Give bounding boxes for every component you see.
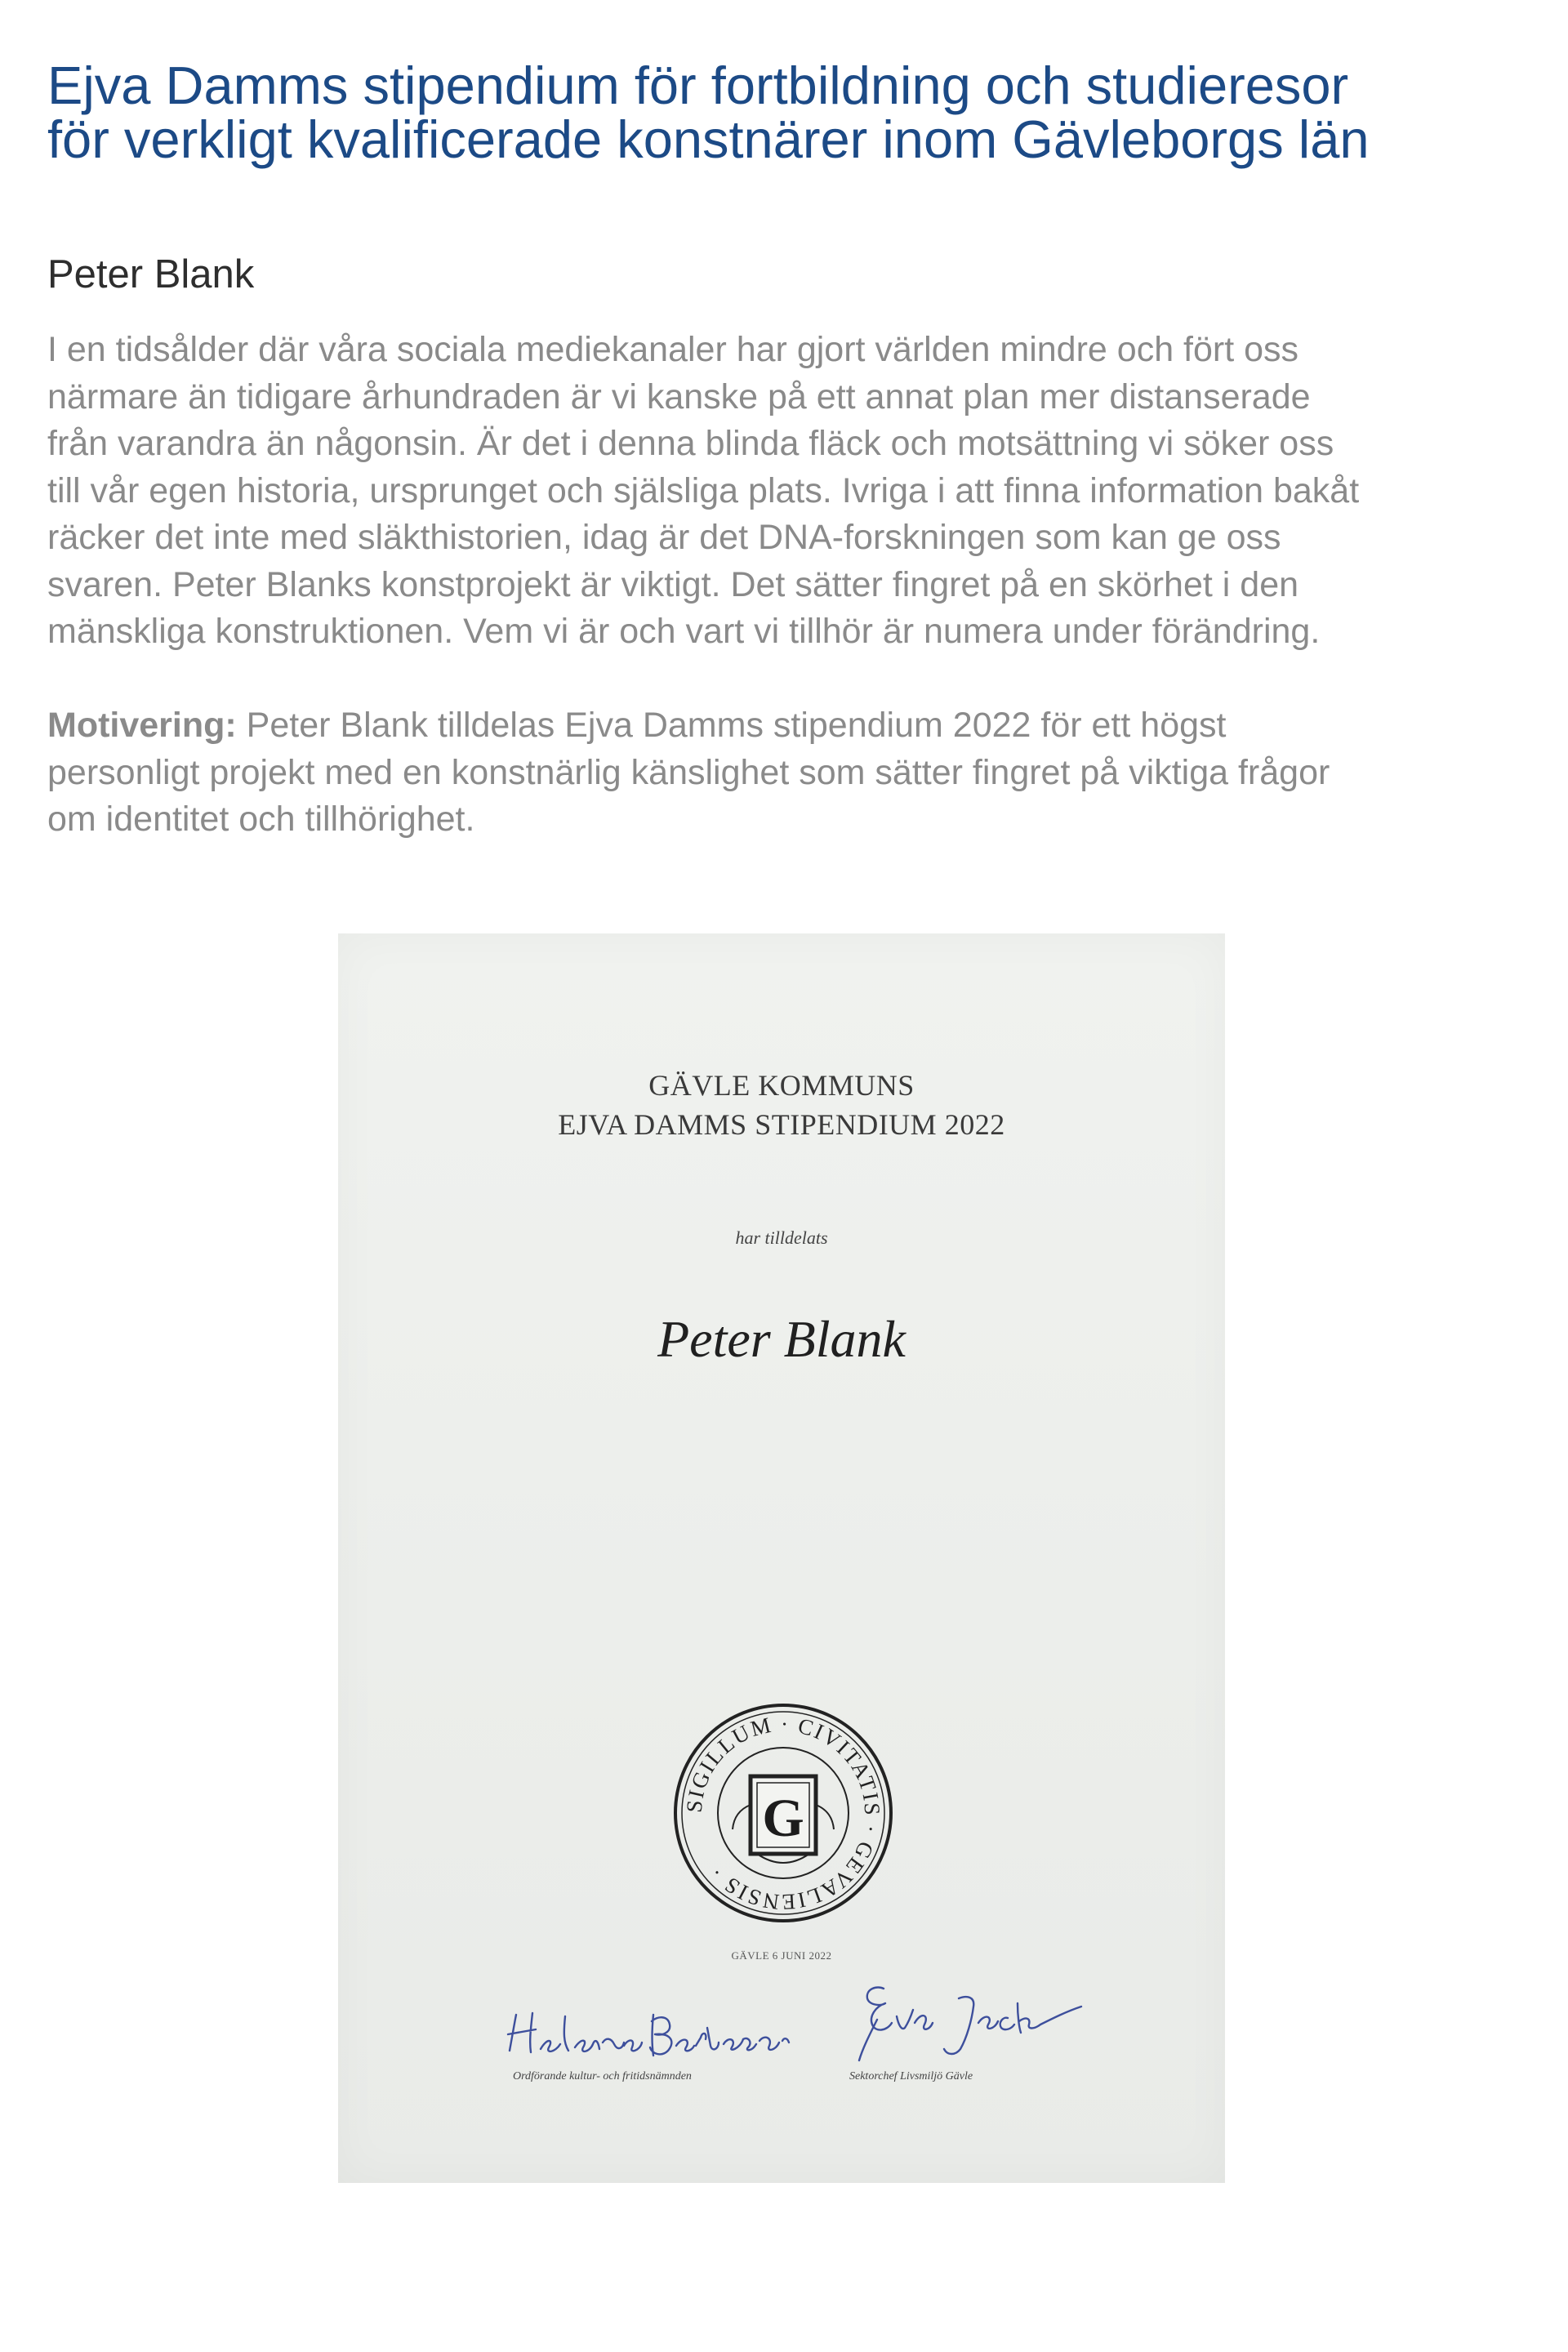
signatory-2-role: Sektorchef Livsmiljö Gävle bbox=[849, 2070, 973, 2082]
description-paragraph bbox=[47, 327, 1542, 656]
motivation-label: Motivering: bbox=[47, 706, 237, 745]
description-line: räcker det inte med släkthistorien, idag är det DNA-forskningen som kan ge oss bbox=[47, 518, 1281, 557]
signature-1 bbox=[501, 1992, 795, 2065]
seal-text: SIGILLUM · CIVITATIS · GEVALIENSIS · bbox=[681, 1711, 885, 1915]
page-title-line-1: Ejva Damms stipendium för fortbildning och studieresor bbox=[47, 56, 1349, 115]
diploma-heading-line-1: GÄVLE KOMMUNS bbox=[648, 1069, 915, 1102]
description-line: närmare än tidigare århundraden är vi kanske på ett annat plan mer distanserade bbox=[47, 376, 1311, 416]
city-seal-icon bbox=[669, 1699, 898, 1927]
description-line: svaren. Peter Blanks konstprojekt är viktigt. Det sätter fingret på en skörhet i den bbox=[47, 564, 1299, 604]
motivation-text: Peter Blank tilldelas Ejva Damms stipendium 2022 för ett högst bbox=[236, 706, 1227, 745]
motivation-line: personligt projekt med en konstnärlig känslighet som sätter fingret på viktiga frågor bbox=[47, 752, 1330, 792]
motivation-line: om identitet och tillhörighet. bbox=[47, 800, 475, 839]
seal-letter: G bbox=[762, 1788, 804, 1848]
page-title bbox=[47, 56, 1517, 169]
diploma-date: GÄVLE 6 JUNI 2022 bbox=[731, 1949, 832, 1962]
signature-2 bbox=[844, 1971, 1089, 2069]
diploma-photo bbox=[338, 933, 1225, 2183]
diploma-heading-line-2: EJVA DAMMS STIPENDIUM 2022 bbox=[558, 1108, 1005, 1141]
motivation-line bbox=[47, 702, 1542, 750]
description-line: till vår egen historia, ursprunget och själsliga plats. Ivriga i att finna information bakåt bbox=[47, 470, 1360, 510]
signatory-1-role: Ordförande kultur- och fritidsnämnden bbox=[513, 2070, 692, 2082]
motivation-paragraph bbox=[47, 702, 1542, 844]
diploma-recipient-name: Peter Blank bbox=[657, 1310, 906, 1368]
description-line: I en tidsålder där våra sociala mediekanaler har gjort världen mindre och fört oss bbox=[47, 330, 1299, 369]
diploma-awarded-text: har tilldelats bbox=[735, 1227, 828, 1248]
page-title-line-2: för verkligt kvalificerade konstnärer inom Gävleborgs län bbox=[47, 109, 1370, 169]
description-line: från varandra än någonsin. Är det i denna blinda fläck och motsättning vi söker oss bbox=[47, 424, 1334, 463]
description-line: mänskliga konstruktionen. Vem vi är och vart vi tillhör är numera under förändring. bbox=[47, 612, 1321, 651]
artist-name: Peter Blank bbox=[47, 252, 255, 296]
